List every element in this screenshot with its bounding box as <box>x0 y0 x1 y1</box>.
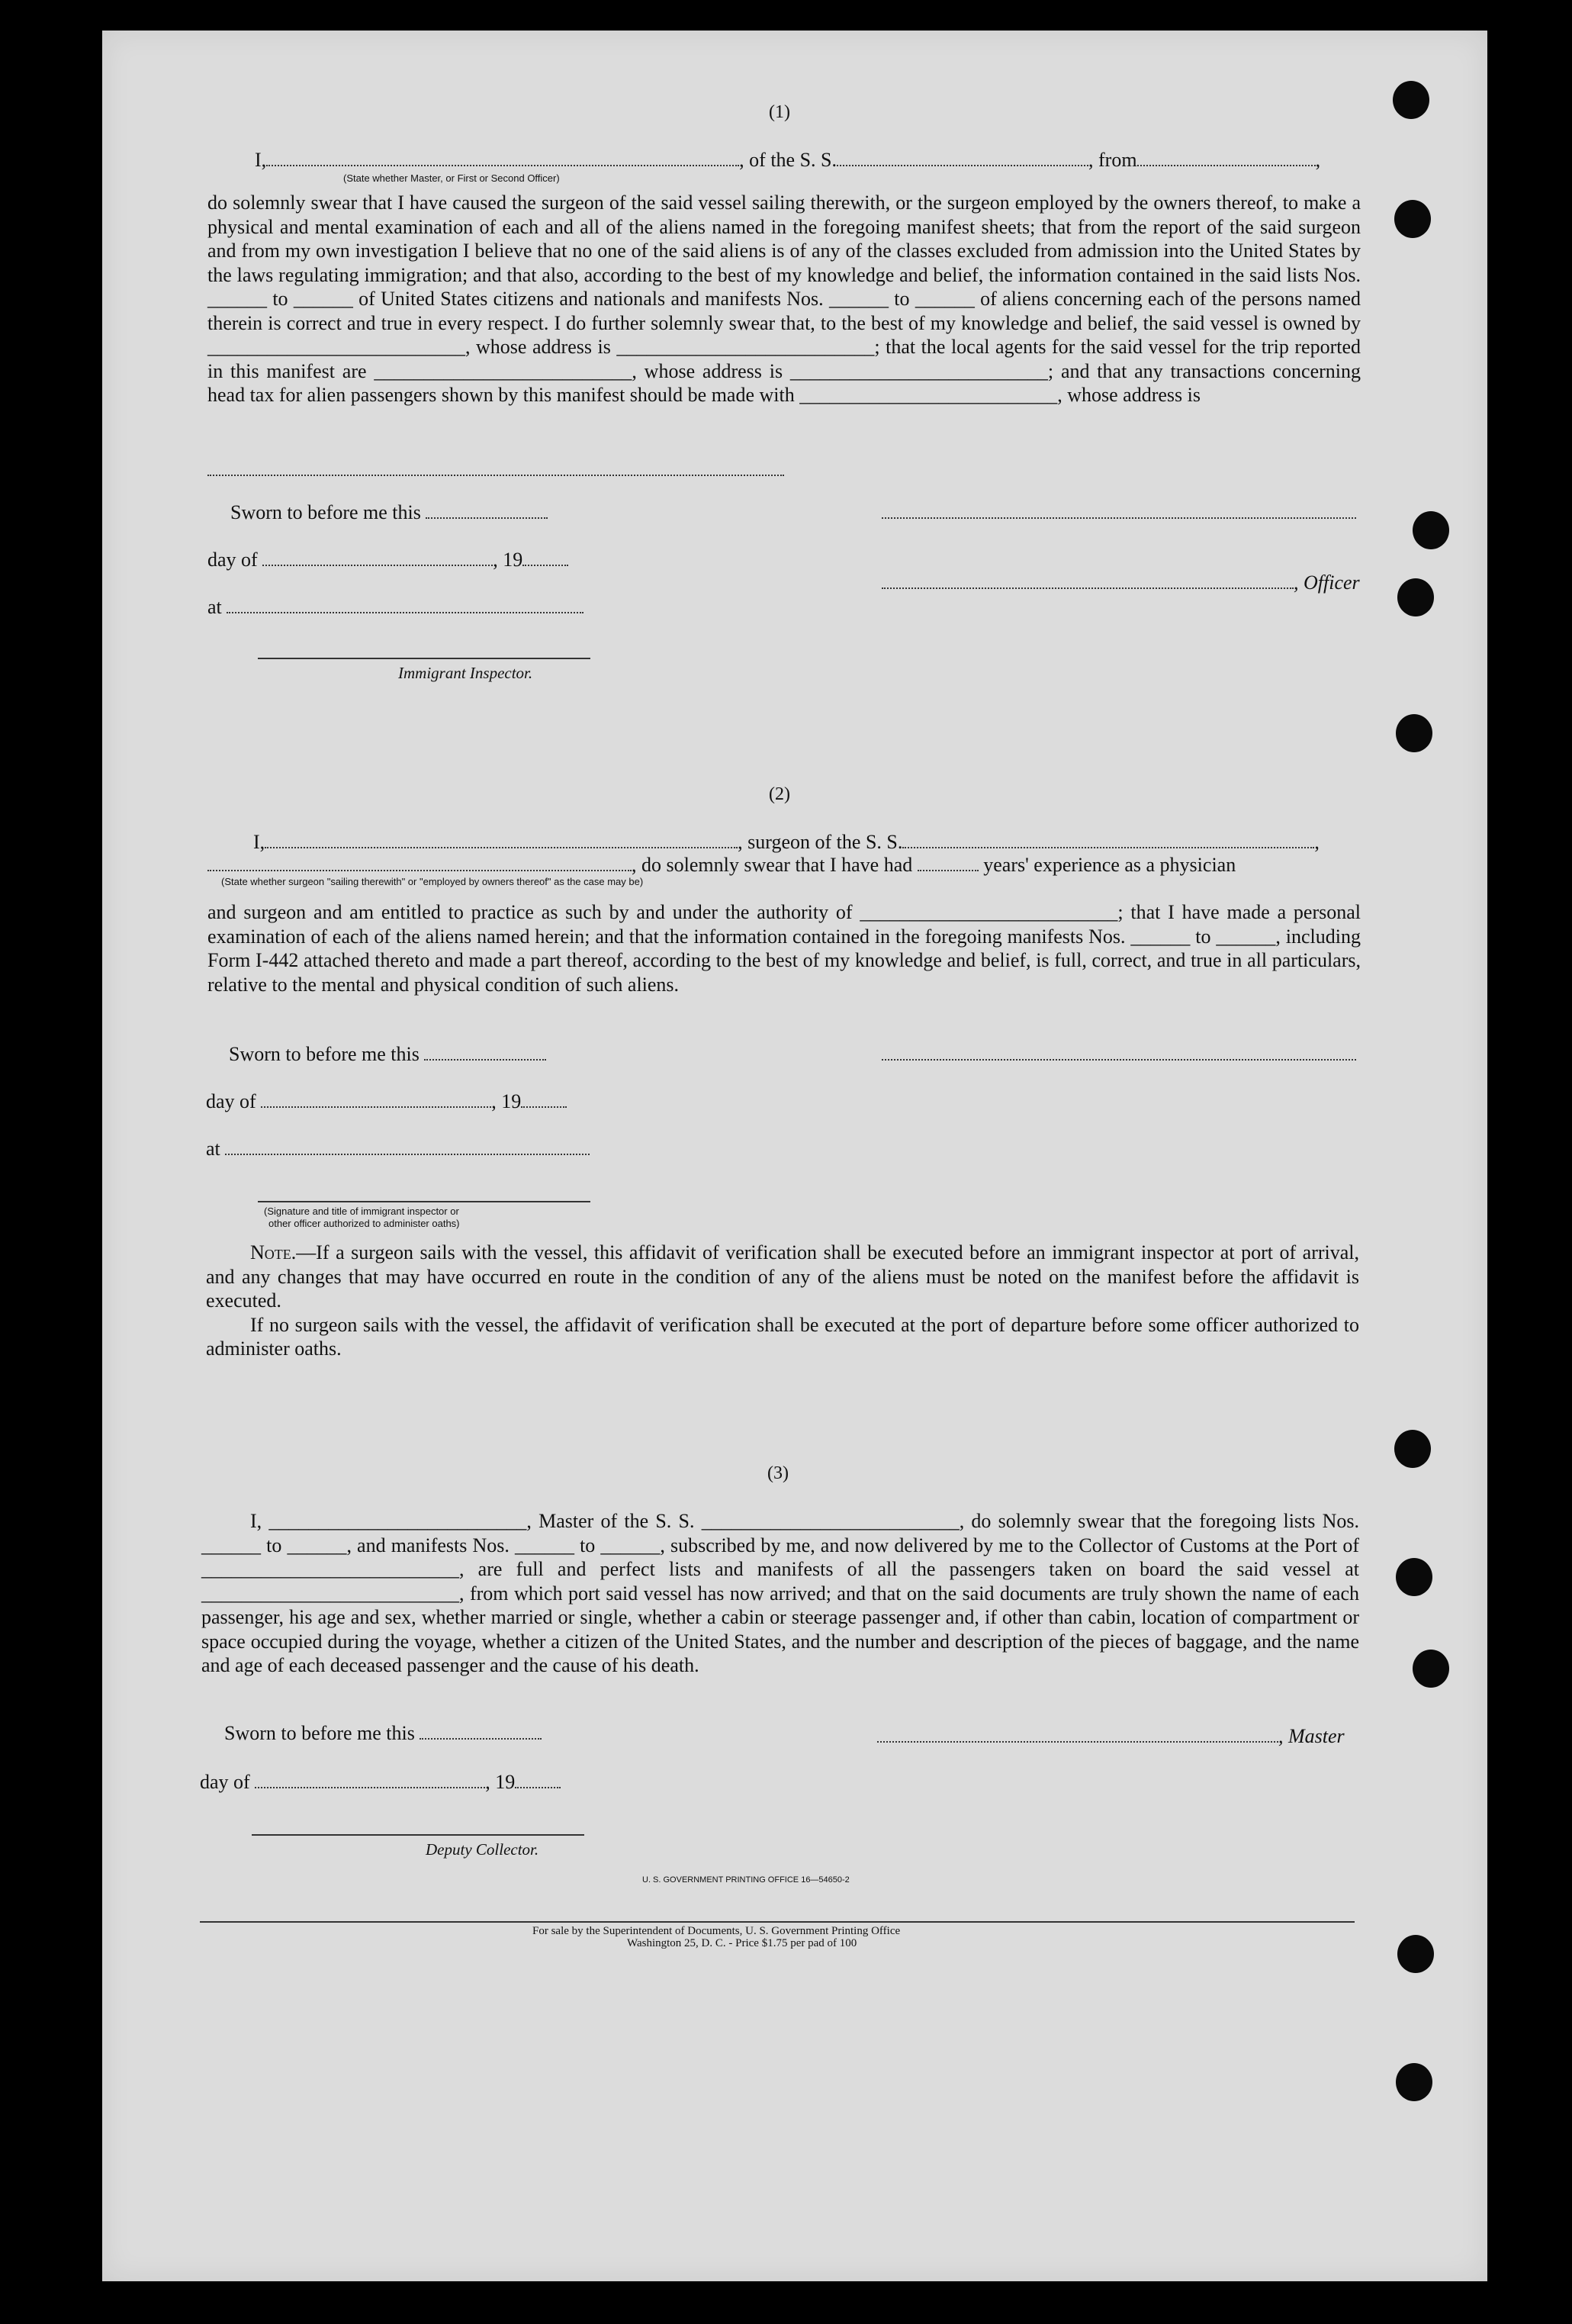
section-number: (2) <box>769 784 790 804</box>
blank-line <box>207 458 784 482</box>
punch-hole <box>1397 1935 1434 1973</box>
at-line: at <box>207 595 583 620</box>
inspector-signature-rule <box>258 658 590 659</box>
gpo-imprint: U. S. GOVERNMENT PRINTING OFFICE 16—54650-2 <box>642 1875 850 1885</box>
punch-hole <box>1397 578 1434 616</box>
section-number: (1) <box>769 102 790 122</box>
sale-notice: For sale by the Superintendent of Documents, U. S. Government Printing Office <box>532 1925 901 1937</box>
at-line: at <box>206 1137 590 1161</box>
sworn-line: Sworn to before me this <box>230 501 548 525</box>
collector-signature-rule <box>252 1834 584 1836</box>
sworn-line: Sworn to before me this <box>229 1042 546 1067</box>
officer-hint: (State whether Master, or First or Second Officer) <box>343 172 560 184</box>
day-of-line: day of , 19 <box>200 1770 561 1795</box>
sale-notice: Washington 25, D. C. - Price $1.75 per pad of 100 <box>627 1937 857 1949</box>
punch-hole <box>1396 714 1432 752</box>
section-number: (3) <box>767 1463 789 1483</box>
punch-hole <box>1413 511 1449 549</box>
punch-hole <box>1413 1650 1449 1688</box>
punch-hole <box>1396 2063 1432 2101</box>
sworn-line: Sworn to before me this <box>224 1721 542 1746</box>
section1-line1: I, , of the S. S. , from , <box>255 149 1321 171</box>
section2-line2: , do solemnly swear that I have had years' experience as a physician <box>207 853 1236 877</box>
punch-hole <box>1394 200 1431 238</box>
note-block: Note.—If a surgeon sails with the vessel, this affidavit of verification shall be executed before an immigrant inspector at port of arrival, and any changes that may have occurred en route in the condition of any of the aliens must be noted on the manifest before the affidavit is executed. If no surgeon sails with the vessel, the affidavit of verification shall be executed at the port of departure before some officer authorized to administer oaths. <box>206 1241 1359 1360</box>
punch-hole <box>1396 1558 1432 1596</box>
footer-rule <box>200 1921 1355 1923</box>
day-of-line: day of , 19 <box>207 548 568 572</box>
section2-line1: I, , surgeon of the S. S. , <box>253 831 1320 853</box>
master-signature-line: , Master <box>877 1724 1345 1749</box>
officer-signature-rule <box>258 1201 590 1202</box>
section2-body: and surgeon and am entitled to practice as such by and under the authority of __________________________; that I have made a personal examination of each of the aliens named herein; and that the information contained in the foregoing manifests Nos. ______ to ______, including Form I-442 attached thereto and made a part thereof, according to the best of my knowledge and belief, is full, correct, and true in all particulars, relative to the mental and physical condition of such aliens. <box>207 901 1361 996</box>
inspector-title: Immigrant Inspector. <box>398 664 533 682</box>
signature-hint: other officer authorized to administer oaths) <box>268 1218 460 1229</box>
signature-line <box>882 1042 1356 1067</box>
day-of-line: day of , 19 <box>206 1090 567 1114</box>
punch-hole <box>1393 81 1429 119</box>
collector-title: Deputy Collector. <box>426 1840 539 1859</box>
signature-hint: (Signature and title of immigrant inspector or <box>264 1205 459 1217</box>
section3-body: I, __________________________, Master of the S. S. __________________________, do solemnly swear that the foregoing lists Nos. ______ to ______, and manifests Nos. ______ to ______, subscribed by me, and now delivered by me to the Collector of Customs at the Port of __________________________, are full and perfect lists and manifests of all the passengers taken on board the said vessel at __________________________, from which port said vessel has now arrived; and that on the said documents are truly shown the name of each passenger, his age and sex, whether married or single, whether a cabin or steerage passenger and, if other than cabin, location of compartment or space occupied during the voyage, whether a citizen of the United States, and the number and description of the pieces of baggage, and the name and age of each deceased passenger and the cause of his death. <box>201 1510 1359 1676</box>
signature-line <box>882 501 1356 525</box>
officer-signature-line: , Officer <box>882 571 1360 595</box>
punch-hole <box>1394 1430 1431 1468</box>
section1-body: do solemnly swear that I have caused the surgeon of the said vessel sailing therewith, or the surgeon employed by the owners thereof, to make a physical and mental examination of each and all of the aliens named in the foregoing manifest sheets; that from the report of the said surgeon and from my own investigation I believe that no one of the said aliens is of any of the classes excluded from admission into the United States by the laws regulating immigration; and that also, according to the best of my knowledge and belief, the information contained in the said lists Nos. ______ to ______ of United States citizens and nationals and manifests Nos. ______ to ______ of aliens concerning each of the persons named therein is correct and true in every respect. I do further solemnly swear that, to the best of my knowledge and belief, the said vessel is owned by __________________________, whose address is __________________________; that the local agents for the said vessel for the trip reported in this manifest are __________________________, whose address is __________________________; and that any transactions concerning head tax for alien passengers shown by this manifest should be made with __________________________, whose address is <box>207 192 1361 406</box>
surgeon-hint: (State whether surgeon "sailing therewith" or "employed by owners thereof" as the case may be) <box>221 876 644 887</box>
